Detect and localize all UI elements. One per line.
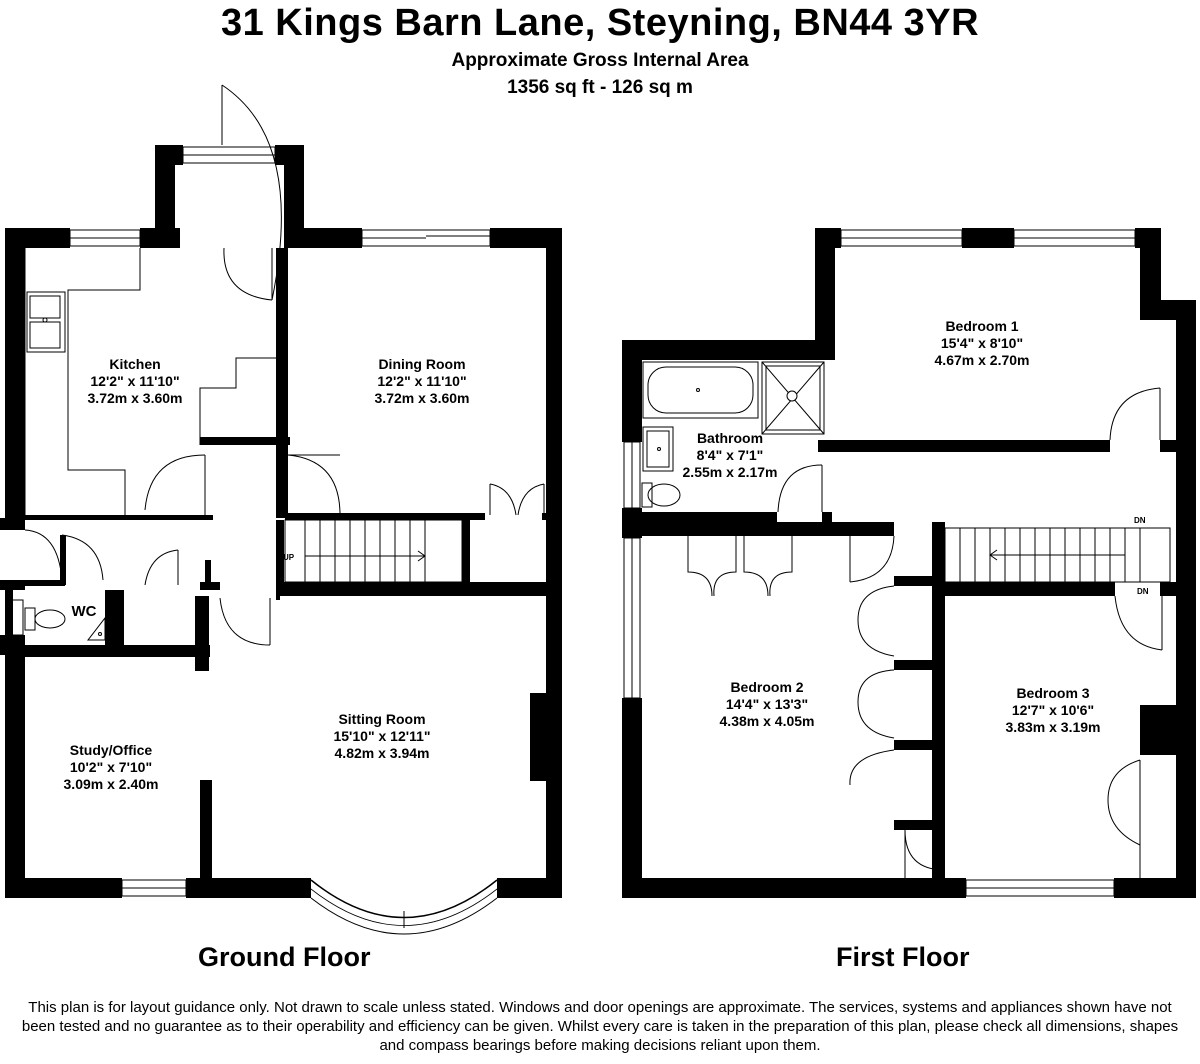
ground-floor-plan	[0, 85, 562, 934]
disclaimer-text: This plan is for layout guidance only. Not drawn to scale unless stated. Windows and door openings are approximate. The services, systems and appliances shown have not been tested and no guarantee as to their operability and efficiency can be given. Whilst every care is taken in the preparation of this plan, please check all dimensions, shapes and compass bearings before making decisions reliant upon them.	[21, 999, 1179, 1054]
stairs-up-label: UP	[283, 553, 295, 562]
first-floor-label: First Floor	[836, 942, 970, 972]
ground-floor-label: Ground Floor	[198, 942, 371, 972]
sitting-room-imperial: 15'10" x 12'11"	[333, 728, 431, 744]
bedroom-1-imperial: 15'4" x 8'10"	[940, 335, 1024, 351]
stairs-dn-label-bottom: DN	[1137, 587, 1149, 596]
bedroom-3-name: Bedroom 3	[1016, 685, 1090, 701]
bathroom-name: Bathroom	[696, 430, 764, 446]
kitchen-metric: 3.72m x 3.60m	[87, 390, 183, 406]
area-value: 1356 sq ft - 126 sq m	[507, 77, 693, 98]
study-office-metric: 3.09m x 2.40m	[63, 776, 159, 792]
dining-room-metric: 3.72m x 3.60m	[374, 390, 470, 406]
bedroom-2-metric: 4.38m x 4.05m	[719, 713, 815, 729]
bedroom-3-imperial: 12'7" x 10'6"	[1011, 702, 1095, 718]
page-title: 31 Kings Barn Lane, Steyning, BN44 3YR	[220, 2, 980, 44]
bathroom-imperial: 8'4" x 7'1"	[696, 447, 764, 463]
sitting-room-name: Sitting Room	[338, 711, 426, 727]
first-floor-plan	[622, 228, 1196, 898]
dining-room-name: Dining Room	[378, 356, 466, 372]
kitchen-imperial: 12'2" x 11'10"	[90, 373, 180, 389]
sitting-room-metric: 4.82m x 3.94m	[334, 745, 430, 761]
kitchen-name: Kitchen	[109, 356, 161, 372]
bedroom-1-metric: 4.67m x 2.70m	[934, 352, 1030, 368]
bedroom-1-name: Bedroom 1	[945, 318, 1019, 334]
study-office-imperial: 10'2" x 7'10"	[69, 759, 153, 775]
bedroom-3-metric: 3.83m x 3.19m	[1005, 719, 1101, 735]
area-label: Approximate Gross Internal Area	[451, 50, 749, 71]
study-office-name: Study/Office	[69, 742, 153, 758]
stairs-dn-label-top: DN	[1134, 516, 1146, 525]
bedroom-2-imperial: 14'4" x 13'3"	[725, 696, 809, 712]
dining-room-imperial: 12'2" x 11'10"	[377, 373, 467, 389]
wc-name: WC	[71, 603, 97, 620]
bathroom-metric: 2.55m x 2.17m	[682, 464, 778, 480]
bedroom-2-name: Bedroom 2	[730, 679, 804, 695]
